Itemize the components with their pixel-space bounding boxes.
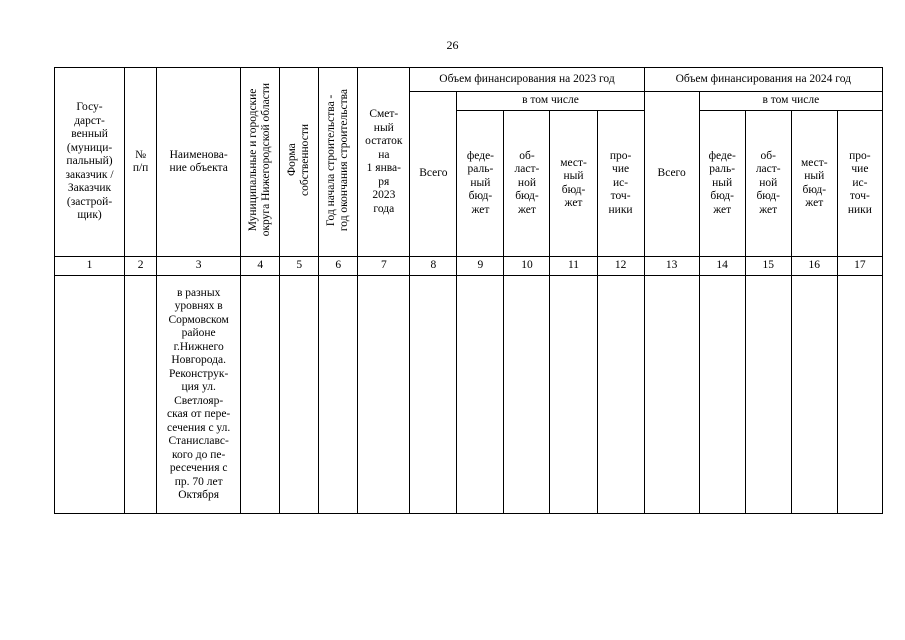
- cell-estimate: [358, 276, 410, 514]
- page-number: 26: [446, 38, 459, 52]
- column-number: 17: [837, 257, 882, 276]
- cell-federal-2024: [699, 276, 745, 514]
- column-number: 9: [457, 257, 504, 276]
- column-number: 16: [791, 257, 837, 276]
- cell-regional-2023: [504, 276, 550, 514]
- cell-municipality: [241, 276, 280, 514]
- header-object-name: Наименова- ние объекта: [157, 68, 241, 257]
- header-local-2023: мест- ный бюд- жет: [550, 111, 597, 257]
- column-number: 2: [125, 257, 157, 276]
- column-number: 12: [597, 257, 644, 276]
- column-number: 4: [241, 257, 280, 276]
- header-total-2024: Всего: [644, 92, 699, 257]
- column-number: 6: [319, 257, 358, 276]
- column-number: 1: [55, 257, 125, 276]
- column-number: 8: [410, 257, 457, 276]
- header-years: [319, 68, 358, 257]
- cell-regional-2024: [745, 276, 791, 514]
- cell-other-2023: [597, 276, 644, 514]
- investment-program-table: [54, 67, 883, 514]
- header-years-text: Год начала строительства - год окончания строительства: [325, 88, 351, 231]
- column-number: 14: [699, 257, 745, 276]
- header-customer: Госу- дарст- венный (муници- пальный) заказчик / Заказчик (застрой- щик): [55, 68, 125, 257]
- cell-other-2024: [837, 276, 882, 514]
- cell-ownership: [280, 276, 319, 514]
- header-federal-2024: феде- раль- ный бюд- жет: [699, 111, 745, 257]
- cell-total-2024: [644, 276, 699, 514]
- cell-local-2023: [550, 276, 597, 514]
- column-number: 7: [358, 257, 410, 276]
- header-funding-2024: Объем финансирования на 2024 год: [644, 68, 882, 92]
- column-number: 13: [644, 257, 699, 276]
- header-regional-2024: об- ласт- ной бюд- жет: [745, 111, 791, 257]
- column-number: 10: [504, 257, 550, 276]
- column-number: 3: [157, 257, 241, 276]
- header-including-2024: в том числе: [699, 92, 882, 111]
- header-ownership-text: Форма собственности: [286, 123, 312, 196]
- header-including-2023: в том числе: [457, 92, 644, 111]
- cell-customer: [55, 276, 125, 514]
- header-municipality: [241, 68, 280, 257]
- header-estimate: Смет- ный остаток на 1 янва- ря 2023 года: [358, 68, 410, 257]
- table-row: [55, 276, 883, 514]
- header-municipality-text: Муниципальные и городские округа Нижегородской области: [247, 83, 273, 237]
- cell-federal-2023: [457, 276, 504, 514]
- cell-years: [319, 276, 358, 514]
- header-number: № п/п: [125, 68, 157, 257]
- cell-total-2023: [410, 276, 457, 514]
- header-other-2024: про- чие ис- точ- ники: [837, 111, 882, 257]
- header-funding-2023: Объем финансирования на 2023 год: [410, 68, 644, 92]
- header-federal-2023: феде- раль- ный бюд- жет: [457, 111, 504, 257]
- header-local-2024: мест- ный бюд- жет: [791, 111, 837, 257]
- column-number: 15: [745, 257, 791, 276]
- cell-object-name: в разных уровнях в Сормовском районе г.Нижнего Новгорода. Реконструк- ция ул. Светлояр- ская от пере- сечения с ул. Станиславс- кого до пе- ресечения с пр. 70 лет Октября: [157, 276, 241, 514]
- cell-number: [125, 276, 157, 514]
- header-regional-2023: об- ласт- ной бюд- жет: [504, 111, 550, 257]
- column-number: 5: [280, 257, 319, 276]
- header-other-2023: про- чие ис- точ- ники: [597, 111, 644, 257]
- header-total-2023: Всего: [410, 92, 457, 257]
- column-number: 11: [550, 257, 597, 276]
- cell-local-2024: [791, 276, 837, 514]
- header-ownership: [280, 68, 319, 257]
